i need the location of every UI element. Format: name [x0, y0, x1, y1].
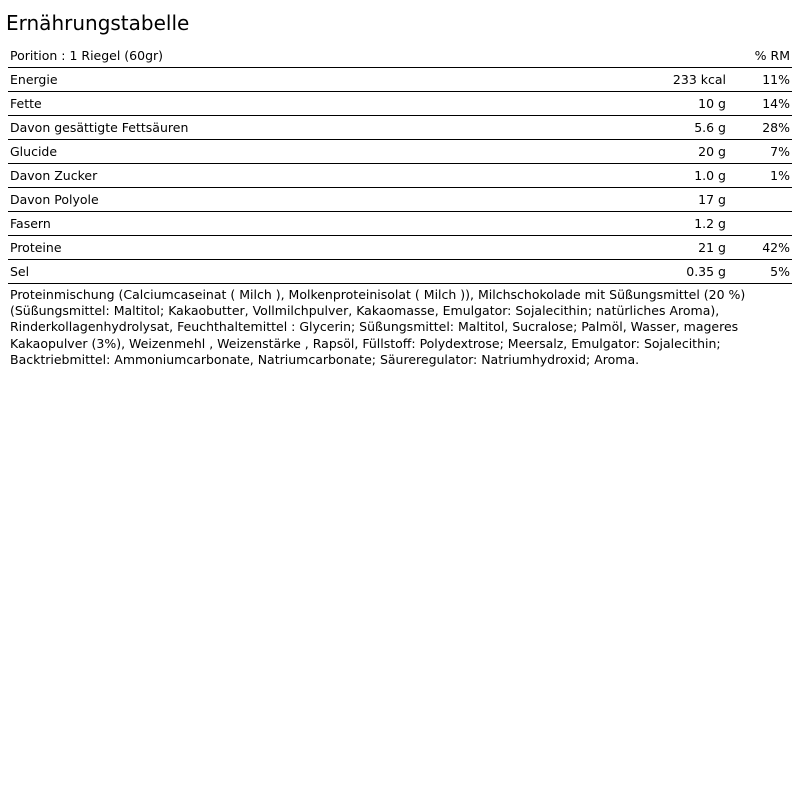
nutrient-amount: 20 g	[574, 140, 728, 164]
nutrient-name: Fasern	[8, 212, 574, 236]
nutrient-percent: 7%	[728, 140, 792, 164]
portion-label: Porition : 1 Riegel (60gr)	[10, 48, 164, 63]
table-row	[8, 92, 792, 116]
ingredients-text: Proteinmischung (Calciumcaseinat ( Milch ), Molkenproteinisolat ( Milch )), Milchschokolade mit Süßungsmittel (20 %) (Süßungsmittel: Maltitol; Kakaobutter, Vollmilchpulver, Kakaomasse, Emulgator: Sojalecithin; natürliches Aroma), Rinderkollagenhydrolysat, Feuchthaltemittel : Glycerin; Süßungsmittel: Maltitol, Sucralose; Palmöl, Wasser, mageres Kakaopulver (3%), Weizenmehl , Weizenstärke , Rapsöl, Füllstoff: Polydextrose; Meersalz, Emulgator: Sojalecithin; Backtriebmittel: Ammoniumcarbonate, Natriumcarbonate; Säureregulator: Natriumhydroxid; Aroma.	[10, 287, 746, 367]
nutrient-percent: 14%	[728, 92, 792, 116]
table-header-row	[8, 44, 792, 68]
nutrient-name: Sel	[8, 260, 574, 284]
nutrient-name: Glucide	[8, 140, 574, 164]
nutrient-name: Proteine	[8, 236, 574, 260]
nutrient-amount: 21 g	[574, 236, 728, 260]
table-row	[8, 212, 792, 236]
nutrient-percent	[728, 212, 792, 236]
nutrient-name: Energie	[8, 68, 574, 92]
table-row	[8, 68, 792, 92]
nutrient-amount: 233 kcal	[574, 68, 728, 92]
nutrition-table	[8, 44, 792, 284]
table-row	[8, 260, 792, 284]
nutrient-amount: 17 g	[574, 188, 728, 212]
nutrient-amount: 5.6 g	[574, 116, 728, 140]
nutrient-name: Davon gesättigte Fettsäuren	[8, 116, 574, 140]
nutrient-percent: 5%	[728, 260, 792, 284]
nutrient-percent	[728, 188, 792, 212]
nutrient-percent: 42%	[728, 236, 792, 260]
nutrient-percent: 28%	[728, 116, 792, 140]
page-title: Ernährungstabelle	[6, 11, 190, 35]
header-amount-cell	[574, 44, 728, 68]
nutrient-percent: 1%	[728, 164, 792, 188]
nutrient-name: Fette	[8, 92, 574, 116]
table-row	[8, 236, 792, 260]
table-row	[8, 188, 792, 212]
nutrient-name: Davon Zucker	[8, 164, 574, 188]
nutrient-name: Davon Polyole	[8, 188, 574, 212]
nutrient-percent: 11%	[728, 68, 792, 92]
nutrient-amount: 1.2 g	[574, 212, 728, 236]
nutrient-amount: 1.0 g	[574, 164, 728, 188]
table-row	[8, 140, 792, 164]
nutrient-amount: 0.35 g	[574, 260, 728, 284]
table-row	[8, 164, 792, 188]
nutrient-amount: 10 g	[574, 92, 728, 116]
rm-header: % RM	[754, 48, 790, 63]
table-row	[8, 116, 792, 140]
